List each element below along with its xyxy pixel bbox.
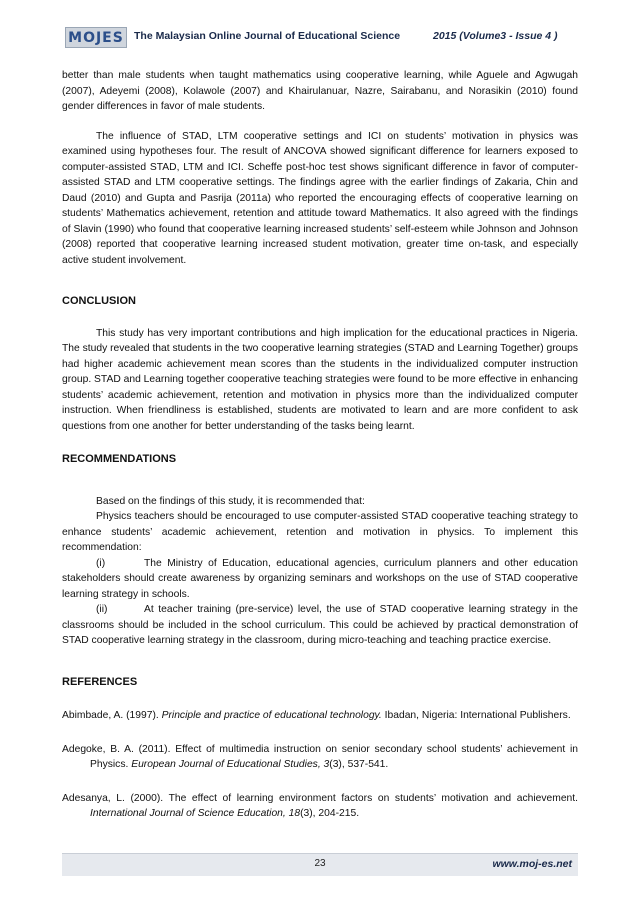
recommendation-item [62, 556, 578, 603]
journal-title: The Malaysian Online Journal of Educational Science [134, 30, 401, 42]
journal-logo [65, 27, 127, 48]
conclusion-text: This study has very important contributions and high implication for the educational practices in Nigeria. The study revealed that students in the two cooperative learning strategies (STAD and Learning Together) groups had higher academic achievement mean scores than the students in the individualized computer instruction group. STAD and Learning together cooperative teaching strategies were found to be more effective in enhancing students’ academic achievement, retention and motivation in physics more than the individualized computer instruction. When friendliness is established, students are motivated to learn and are more confident to ask questions from one another for better understanding of the tasks being learnt. [62, 327, 578, 432]
page-header [0, 0, 638, 50]
page-number: 23 [314, 858, 326, 869]
conclusion-heading: CONCLUSION [62, 295, 136, 307]
reference-entry [62, 708, 578, 724]
recommendations-intro: Based on the findings of this study, it is recommended that: [96, 495, 365, 507]
reference-authors: Adegoke, B. A. (2011). Effect of multimedia instruction on senior secondary school students’ achievement in Physics. [62, 743, 578, 770]
reference-title: International Journal of Science Education, 18 [90, 808, 301, 819]
reference-title: Principle and practice of educational technology. [161, 710, 382, 721]
paragraph-motivation: The influence of STAD, LTM cooperative settings and ICI on students’ motivation in physics was examined using hypotheses four. The result of ANCOVA showed significant difference for learners exposed to computer-assisted STAD, LTM and ICI. Scheffe post-hoc test shows significant difference in favor of computer-assisted STAD and LTM cooperative settings. The findings agree with the earlier findings of Zakaria, Chin and Daud (2010) and Gupta and Pasrija (2011a) who reported the encouraging effects of cooperative learning on students’ Mathematics achievement, retention and attitude toward Mathematics. It also agreed with the findings of Slavin (1990) who found that cooperative learning increased students’ self-esteem while Johnson and Johnson (2008) reported that cooperative learning increased student motivation, greater time on-task, and especially active student involvement. [62, 130, 578, 266]
reference-authors: Adesanya, L. (2000). The effect of learning environment factors on students’ motivation and achievement. [62, 792, 578, 804]
recommendation-number: (ii) [96, 604, 108, 615]
references-heading: REFERENCES [62, 675, 138, 688]
page-footer [62, 853, 578, 876]
journal-issue: 2015 (Volume3 - Issue 4 ) [433, 30, 558, 42]
journal-website: www.moj-es.net [492, 858, 572, 870]
logo-text: MOJES [68, 29, 124, 46]
reference-title: European Journal of Educational Studies, 3 [131, 759, 330, 770]
paragraph-continuation: better than male students when taught mathematics using cooperative learning, while Aguele and Agwugah (2007), Adeyemi (2008), Kolawole (2007) and Khairulanuar, Nazre, Sairabanu, and Norasikin (2010) found gender differences in favor of male students. [62, 70, 578, 112]
reference-publisher: Ibadan, Nigeria: International Publishers. [381, 710, 571, 721]
recommendation-item [62, 602, 578, 649]
reference-publisher: (3), 537-541. [329, 759, 389, 770]
recommendations-heading: RECOMMENDATIONS [62, 453, 177, 465]
reference-authors: Abimbade, A. (1997). [62, 710, 162, 721]
recommendation-text: At teacher training (pre-service) level, the use of STAD cooperative learning strategy in the classrooms should be included in the school curriculum. This could be achieved by practical demonstration of STAD cooperative learning strategy in the classroom, during micro-teaching and teaching practice exercise. [62, 604, 578, 646]
recommendation-number: (i) [96, 557, 106, 569]
reference-entry [62, 742, 578, 773]
recommendations-text: Physics teachers should be encouraged to use computer-assisted STAD cooperative teaching strategy to enhance students’ academic achievement, retention and motivation in physics. To implement this recommendation: [62, 511, 578, 553]
reference-entry [62, 791, 578, 822]
reference-publisher: (3), 204-215. [300, 808, 360, 819]
recommendation-text: The Ministry of Education, educational agencies, curriculum planners and other education stakeholders should create awareness by organizing seminars and workshops on the use of STAD cooperative learning strategy in schools. [62, 557, 578, 600]
article-body [62, 68, 578, 822]
